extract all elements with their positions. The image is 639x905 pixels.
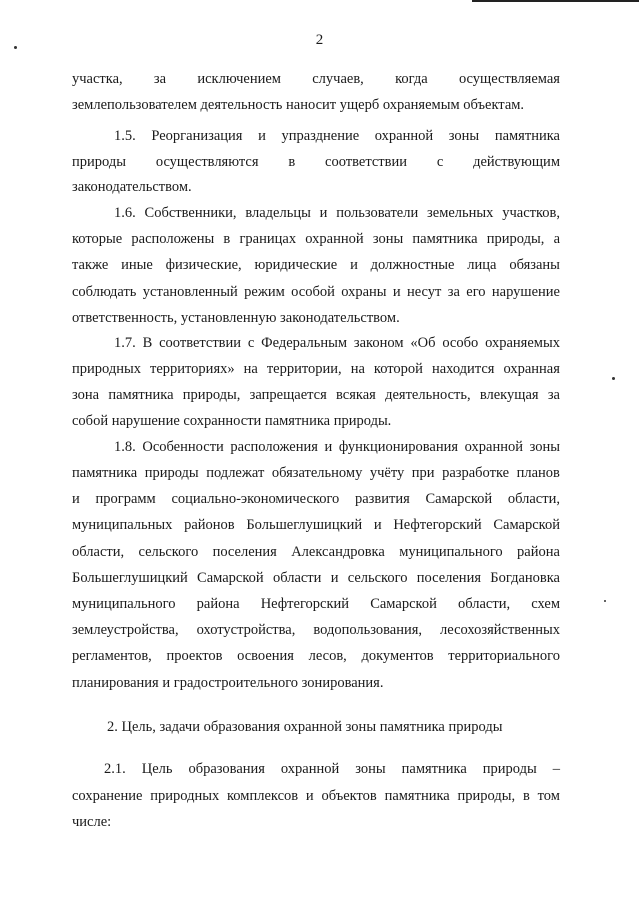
word: развития <box>355 491 410 507</box>
word: природы <box>72 154 126 170</box>
text-line <box>72 388 560 403</box>
text-line <box>72 258 560 273</box>
word: области, <box>457 596 511 612</box>
scan-speck <box>14 46 17 49</box>
word: в <box>223 231 231 247</box>
word: лица <box>467 257 497 273</box>
word: несут <box>407 284 442 300</box>
word: Самарской <box>370 596 437 612</box>
word: природы, <box>182 387 241 403</box>
word: в <box>522 788 530 804</box>
text-line: законодательством. <box>72 179 192 195</box>
word: природных <box>150 788 220 804</box>
word: природы, <box>457 788 516 804</box>
text-line <box>104 762 560 777</box>
word: освоения <box>237 648 294 664</box>
word: водопользования, <box>313 622 423 638</box>
word: действующим <box>473 154 560 170</box>
text-line <box>72 518 560 533</box>
text-line <box>72 545 560 560</box>
word: законом <box>353 335 404 351</box>
word: охранной <box>280 761 340 777</box>
word: Самарской <box>425 491 493 507</box>
word: и <box>305 788 314 804</box>
word: памятника <box>494 128 560 144</box>
word: охранной <box>305 231 364 247</box>
word: области <box>272 570 322 586</box>
word: юридические <box>254 257 338 273</box>
text-line <box>72 232 560 247</box>
text-line <box>114 206 560 221</box>
word: пользователи <box>336 205 419 221</box>
word: социально-экономического <box>171 491 340 507</box>
text-line: собой нарушение сохранности памятника природы. <box>72 413 392 429</box>
word: и <box>258 128 266 144</box>
word: и <box>319 205 328 221</box>
word: охраняемых <box>485 335 560 351</box>
word: объектов <box>321 788 377 804</box>
word: зоны <box>355 761 386 777</box>
word: памятника <box>412 231 478 247</box>
text-line <box>72 649 560 664</box>
word: зоны <box>448 128 480 144</box>
word: Богдановка <box>490 570 560 586</box>
word: Нефтегорский <box>260 596 350 612</box>
word: памятника <box>401 761 467 777</box>
text-line <box>72 362 560 377</box>
word: Самарской <box>197 570 264 586</box>
word: Самарской <box>493 517 560 533</box>
word: охраны <box>341 284 387 300</box>
word: – <box>552 761 560 777</box>
word: соответствии <box>325 154 407 170</box>
word: проектов <box>166 648 223 664</box>
word: «Об <box>410 335 436 351</box>
word: зоны <box>372 231 404 247</box>
word: природных <box>72 361 141 377</box>
word: охранная <box>503 361 560 377</box>
word: охранной <box>464 439 523 455</box>
word: подлежат <box>206 465 265 481</box>
word: физические, <box>165 257 242 273</box>
word: и <box>324 439 333 455</box>
text-line: числе: <box>72 814 112 830</box>
word: на <box>243 361 258 377</box>
text-line: землепользователем деятельность наносит ущерб охраняемым объектам. <box>72 97 525 113</box>
word: и <box>350 257 358 273</box>
word: владельцы <box>245 205 311 221</box>
word: иные <box>121 257 153 273</box>
word: территориях» <box>150 361 235 377</box>
word: исключением <box>197 71 281 87</box>
word: особой <box>291 284 335 300</box>
text-line <box>72 789 560 804</box>
word: 1.8. <box>114 439 136 455</box>
word: установленный <box>142 284 238 300</box>
word: районов <box>184 517 235 533</box>
word: осуществляются <box>155 154 259 170</box>
word: землеустройства, <box>72 622 179 638</box>
word: планов <box>516 465 560 481</box>
word: влекущая <box>479 387 539 403</box>
scan-speck <box>604 600 606 602</box>
word: находится <box>431 361 495 377</box>
word: территориального <box>448 648 560 664</box>
word: сельского <box>138 544 199 560</box>
text-line <box>72 623 560 638</box>
word: регламентов, <box>72 648 152 664</box>
word: расположены <box>131 231 215 247</box>
word: в <box>288 154 296 170</box>
word: особо <box>442 335 479 351</box>
word: режим <box>244 284 285 300</box>
word: разработке <box>442 465 510 481</box>
word: а <box>553 231 560 247</box>
word: памятника <box>72 465 138 481</box>
word: В <box>142 335 153 351</box>
word: с <box>247 335 255 351</box>
text-line <box>114 440 560 455</box>
word: поселения <box>416 570 481 586</box>
text-line <box>72 597 560 612</box>
word: случаев, <box>312 71 364 87</box>
text-line <box>72 285 560 300</box>
word: за <box>447 284 460 300</box>
word: Особенности <box>142 439 224 455</box>
word: и <box>330 570 339 586</box>
word: природы <box>482 761 537 777</box>
text-line: планирования и градостроительного зонирования. <box>72 675 384 691</box>
word: соответствии <box>159 335 242 351</box>
word: земельных <box>427 205 494 221</box>
word: и <box>392 284 401 300</box>
word: на <box>350 361 365 377</box>
word: территории, <box>266 361 342 377</box>
word: участков, <box>502 205 560 221</box>
word: комплексов <box>227 788 299 804</box>
page-number: 2 <box>315 32 324 48</box>
word: Собственники, <box>144 205 237 221</box>
word: зона <box>72 387 100 403</box>
word: когда <box>395 71 428 87</box>
word: и <box>72 491 80 507</box>
word: поселения <box>212 544 277 560</box>
word: за <box>153 71 167 87</box>
scan-speck <box>612 377 615 380</box>
word: 1.6. <box>114 205 136 221</box>
word: упразднение <box>281 128 360 144</box>
word: обязательному <box>271 465 363 481</box>
word: участка, <box>72 71 123 87</box>
word: муниципального <box>399 544 503 560</box>
text-line <box>72 492 560 507</box>
word: которые <box>72 231 123 247</box>
text-line <box>72 72 560 87</box>
word: сельского <box>347 570 408 586</box>
word: образования <box>188 761 265 777</box>
word: лесов, <box>308 648 347 664</box>
word: обязаны <box>509 257 560 273</box>
word: Александровка <box>291 544 385 560</box>
text-line <box>72 155 560 170</box>
text-line <box>72 466 560 481</box>
text-line <box>114 336 560 351</box>
word: области, <box>72 544 125 560</box>
word: 2.1. <box>104 761 126 777</box>
word: осуществляемая <box>458 71 560 87</box>
word: Большеглушицкий <box>246 517 363 533</box>
word: всякая <box>336 387 376 403</box>
word: с <box>436 154 444 170</box>
word: при <box>411 465 435 481</box>
word: охотустройства, <box>196 622 296 638</box>
word: которой <box>373 361 423 377</box>
word: района <box>196 596 240 612</box>
word: соблюдать <box>72 284 137 300</box>
word: деятельность, <box>385 387 471 403</box>
text-line: ответственность, установленную законодательством. <box>72 310 400 326</box>
word: его <box>466 284 486 300</box>
word: охранной <box>374 128 434 144</box>
word: 1.5. <box>114 128 136 144</box>
word: памятника <box>384 788 450 804</box>
text-line <box>114 129 560 144</box>
word: муниципального <box>72 596 176 612</box>
word: природы <box>144 465 199 481</box>
word: и <box>373 517 382 533</box>
text-line <box>72 571 560 586</box>
word: учёту <box>369 465 405 481</box>
text-line: 2. Цель, задачи образования охранной зоны памятника природы <box>107 719 503 735</box>
word: зоны <box>529 439 560 455</box>
word: функционирования <box>338 439 459 455</box>
word: Реорганизация <box>151 128 243 144</box>
word: за <box>547 387 560 403</box>
word: том <box>537 788 560 804</box>
word: схем <box>531 596 560 612</box>
top-edge-rule <box>472 0 639 2</box>
word: района <box>517 544 560 560</box>
word: Нефтегорский <box>393 517 482 533</box>
word: 1.7. <box>114 335 136 351</box>
word: области, <box>507 491 560 507</box>
word: расположения <box>230 439 318 455</box>
word: Федеральным <box>261 335 348 351</box>
word: также <box>72 257 109 273</box>
word: лесохозяйственных <box>440 622 560 638</box>
word: должностные <box>370 257 455 273</box>
word: муниципальных <box>72 517 173 533</box>
word: нарушение <box>491 284 560 300</box>
word: природы, <box>486 231 545 247</box>
word: программ <box>95 491 156 507</box>
word: запрещается <box>249 387 327 403</box>
word: документов <box>361 648 434 664</box>
word: памятника <box>108 387 174 403</box>
word: Большеглушицкий <box>72 570 188 586</box>
word: сохранение <box>72 788 143 804</box>
word: Цель <box>141 761 173 777</box>
word: границах <box>239 231 297 247</box>
